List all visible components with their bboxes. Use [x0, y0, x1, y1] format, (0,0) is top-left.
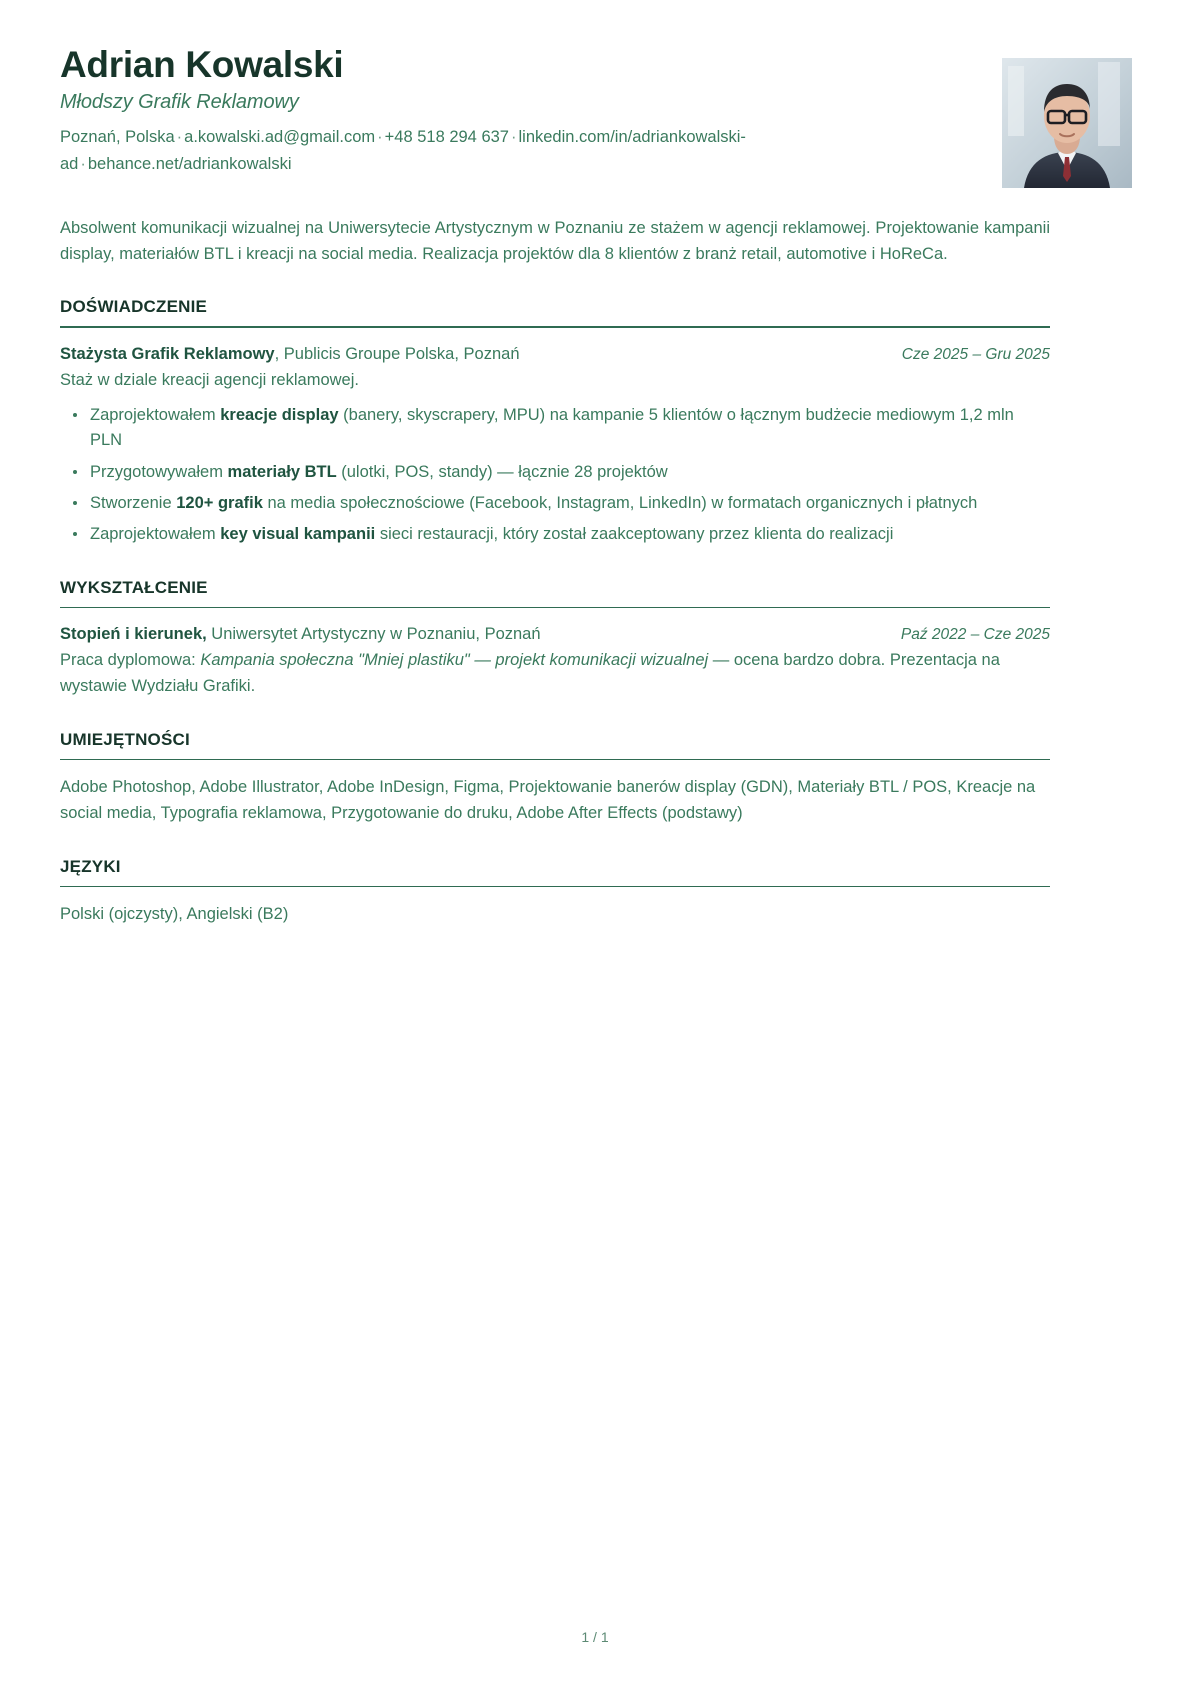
contact-separator: ·: [510, 128, 517, 147]
list-item: [60, 403, 1050, 454]
list-item: [60, 460, 1050, 485]
bullet-text-strong: kreacje display: [220, 405, 339, 424]
section-divider: [60, 759, 1050, 761]
avatar: [1002, 58, 1132, 188]
section-languages: [60, 857, 1050, 928]
contact-phone[interactable]: +48 518 294 637: [384, 128, 509, 147]
experience-role: Stażysta Grafik Reklamowy: [60, 344, 275, 363]
contact-line: [60, 124, 860, 177]
section-heading-languages: JĘZYKI: [60, 856, 121, 876]
bullet-text-post: na media społecznościowe (Facebook, Instagram, LinkedIn) w formatach organicznych i płatnych: [262, 494, 978, 513]
education-thesis: [60, 648, 1050, 699]
list-item: [60, 522, 1050, 547]
languages-text: Polski (ojczysty), Angielski (B2): [60, 905, 289, 924]
experience-subtitle: Staż w dziale kreacji agencji reklamowej.: [60, 371, 359, 390]
contact-separator: ·: [377, 128, 383, 147]
thesis-detail: — ocena bardzo dobra. Prezentacja na wystawie Wydziału Grafiki.: [60, 651, 1000, 695]
experience-entry-header: [60, 343, 1050, 366]
section-divider: [60, 886, 1050, 888]
contact-linkedin[interactable]: linkedin.com/in/adriankowalski-ad: [60, 128, 746, 174]
experience-entry: [60, 343, 1050, 548]
summary-paragraph: Absolwent komunikacji wizualnej na Uniwersytecie Artystycznym w Poznaniu ze stażem w agencji reklamowej. Projektowanie kampanii display, materiałów BTL i kreacji na social media. Realizacja projektów dla 8 klientów z branż retail, automotive i HoReCa.: [60, 219, 1050, 263]
experience-date: Cze 2025 – Gru 2025: [901, 345, 1050, 363]
skills-text: Adobe Photoshop, Adobe Illustrator, Adobe InDesign, Figma, Projektowanie banerów display (GDN), Materiały BTL / POS, Kreacje na social media, Typografia reklamowa, Przygotowanie do druku, Adobe After Effects (podstawy): [60, 778, 1036, 822]
bullet-text-pre: Zaprojektowałem: [90, 525, 221, 544]
bullet-text-pre: Przygotowywałem: [90, 462, 228, 481]
list-item: [60, 491, 1050, 516]
section-heading-education: WYKSZTAŁCENIE: [60, 577, 208, 597]
bullet-text-strong: 120+ grafik: [176, 494, 263, 513]
contact-email[interactable]: a.kowalski.ad@gmail.com: [184, 128, 376, 147]
section-education: [60, 578, 1050, 700]
job-title-subtitle: Młodszy Grafik Reklamowy: [60, 91, 299, 114]
section-skills: [60, 730, 1050, 827]
education-entry: [60, 623, 1050, 699]
education-degree: Stopień i kierunek,: [60, 625, 207, 644]
experience-entry-heading: [60, 343, 520, 366]
bullet-text-post: sieci restauracji, który został zaakceptowany przez klienta do realizacji: [375, 525, 894, 544]
thesis-label: Praca dyplomowa:: [60, 651, 201, 670]
experience-bullet-list: [60, 403, 1050, 548]
contact-separator: ·: [80, 155, 86, 174]
bullet-text-post: (banery, skyscrapery, MPU) na kampanie 5 klientów o łącznym budżecie mediowym 1,2 mln PLN: [90, 405, 1014, 450]
education-entry-header: [60, 623, 1050, 646]
section-divider: [60, 607, 1050, 609]
bullet-text-pre: Stworzenie: [90, 494, 177, 513]
contact-behance[interactable]: behance.net/adriankowalski: [87, 155, 292, 174]
section-heading-skills: UMIEJĘTNOŚCI: [60, 729, 190, 749]
section-experience: [60, 297, 1050, 547]
bullet-text-pre: Zaprojektowałem: [90, 405, 221, 424]
education-school: Uniwersytet Artystyczny w Poznaniu, Poznań: [206, 625, 541, 644]
education-date: Paź 2022 – Cze 2025: [900, 626, 1050, 644]
section-divider: [60, 326, 1050, 328]
contact-separator: ·: [176, 128, 183, 147]
bullet-text-strong: key visual kampanii: [220, 525, 376, 544]
bullet-text-post: (ulotki, POS, standy) — łącznie 28 projektów: [336, 462, 668, 481]
contact-location: Poznań, Polska: [60, 128, 175, 147]
experience-company: , Publicis Groupe Polska, Poznań: [274, 344, 520, 363]
thesis-title: Kampania społeczna "Mniej plastiku" — projekt komunikacji wizualnej: [200, 651, 709, 670]
page-title: Adrian Kowalski: [60, 44, 344, 85]
section-heading-experience: DOŚWIADCZENIE: [60, 297, 208, 317]
page-indicator: 1 / 1: [581, 1629, 609, 1645]
education-entry-heading: [60, 623, 541, 646]
resume-header: [60, 44, 1050, 194]
bullet-text-strong: materiały BTL: [227, 462, 337, 481]
